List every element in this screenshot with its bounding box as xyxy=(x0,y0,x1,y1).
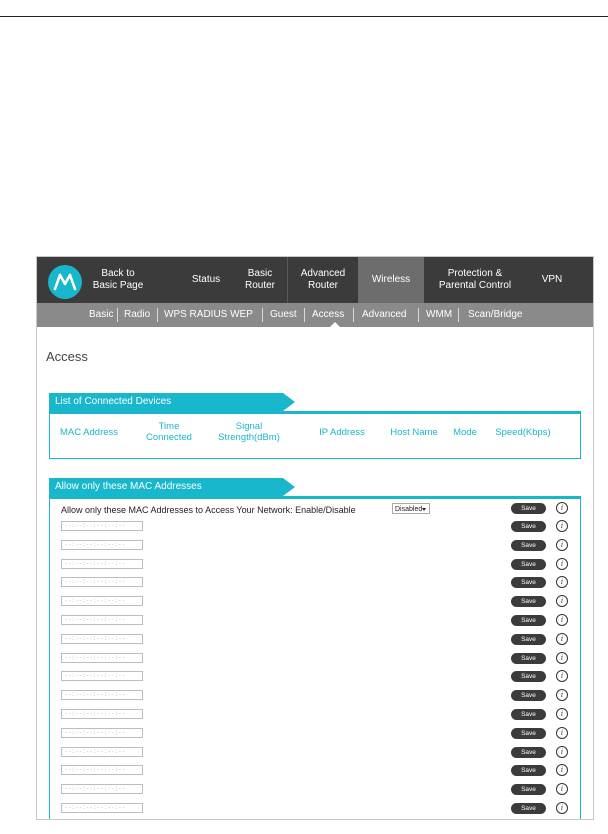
mac-address-input[interactable]: --:--:--:--:--:-- xyxy=(61,690,143,700)
mac-address-input[interactable]: --:--:--:--:--:-- xyxy=(61,521,143,531)
save-button[interactable]: Save xyxy=(511,803,546,814)
nav-status[interactable]: Status xyxy=(191,274,221,285)
mac-address-input[interactable]: --:--:--:--:--:-- xyxy=(61,615,143,625)
info-icon[interactable]: i xyxy=(556,708,568,720)
subnav-divider xyxy=(304,308,305,322)
mac-address-input[interactable]: --:--:--:--:--:-- xyxy=(61,634,143,644)
mac-address-input[interactable]: --:--:--:--:--:-- xyxy=(61,596,143,606)
save-button[interactable]: Save xyxy=(511,765,546,776)
column-header: Mode xyxy=(453,427,477,438)
subnav-divider xyxy=(353,308,354,322)
save-button[interactable]: Save xyxy=(511,521,546,532)
mac-address-input[interactable]: --:--:--:--:--:-- xyxy=(61,747,143,757)
info-icon[interactable]: i xyxy=(556,539,568,551)
router-admin-frame xyxy=(36,256,594,820)
subnav-divider xyxy=(117,308,118,322)
subnav-advanced[interactable]: Advanced xyxy=(362,309,407,320)
save-button[interactable]: Save xyxy=(511,747,546,758)
save-button[interactable]: Save xyxy=(511,709,546,720)
allow-mac-header: Allow only these MAC Addresses xyxy=(49,478,283,496)
info-icon[interactable]: i xyxy=(556,783,568,795)
mac-address-input[interactable]: --:--:--:--:--:-- xyxy=(61,765,143,775)
nav-back-to-basic[interactable]: Back to Basic Page xyxy=(92,268,144,291)
connected-devices-header: List of Connected Devices xyxy=(49,393,283,411)
column-header: Signal Strength(dBm) xyxy=(218,421,280,443)
mac-address-input[interactable]: --:--:--:--:--:-- xyxy=(61,728,143,738)
info-icon[interactable]: i xyxy=(556,558,568,570)
connected-devices-table xyxy=(49,411,581,459)
save-button[interactable]: Save xyxy=(511,728,546,739)
mac-address-input[interactable]: --:--:--:--:--:-- xyxy=(61,577,143,587)
save-button[interactable]: Save xyxy=(511,615,546,626)
chevron-down-icon xyxy=(422,508,426,511)
main-nav xyxy=(37,257,593,303)
column-header: Speed(Kbps) xyxy=(495,427,551,438)
save-button[interactable]: Save xyxy=(511,671,546,682)
info-icon[interactable]: i xyxy=(556,576,568,588)
allow-mac-enable-label: Allow only these MAC Addresses to Access Your Network: Enable/Disable xyxy=(61,505,356,515)
subnav-guest[interactable]: Guest xyxy=(270,309,297,320)
info-icon[interactable]: i xyxy=(556,633,568,645)
info-icon[interactable]: i xyxy=(556,502,568,514)
allow-mac-enable-select[interactable] xyxy=(392,503,430,514)
info-icon[interactable]: i xyxy=(556,764,568,776)
save-button[interactable]: Save xyxy=(511,653,546,664)
column-header: MAC Address xyxy=(59,427,119,438)
subnav-scan-bridge[interactable]: Scan/Bridge xyxy=(468,309,523,320)
motorola-logo-icon[interactable] xyxy=(48,265,82,299)
info-icon[interactable]: i xyxy=(556,727,568,739)
column-header: Time Connected xyxy=(146,421,192,443)
mac-address-input[interactable]: --:--:--:--:--:-- xyxy=(61,540,143,550)
info-icon[interactable]: i xyxy=(556,614,568,626)
nav-divider xyxy=(287,257,288,303)
sub-nav xyxy=(37,303,593,327)
subnav-access[interactable]: Access xyxy=(312,309,345,320)
mac-address-input[interactable]: --:--:--:--:--:-- xyxy=(61,653,143,663)
mac-address-input[interactable]: --:--:--:--:--:-- xyxy=(61,671,143,681)
save-button[interactable]: Save xyxy=(511,690,546,701)
nav-wireless[interactable]: Wireless xyxy=(358,257,424,303)
subnav-divider xyxy=(262,308,263,322)
save-button[interactable]: Save xyxy=(511,540,546,551)
mac-address-input[interactable]: --:--:--:--:--:-- xyxy=(61,709,143,719)
save-button[interactable]: Save xyxy=(511,596,546,607)
active-tab-indicator xyxy=(330,322,340,327)
nav-vpn[interactable]: VPN xyxy=(541,274,563,285)
nav-advanced-router[interactable]: Advanced Router xyxy=(300,268,346,291)
subnav-wmm[interactable]: WMM xyxy=(426,309,453,320)
subnav-radio[interactable]: Radio xyxy=(124,309,151,320)
column-header: IP Address xyxy=(319,427,365,438)
subnav-wps-radius-wep[interactable]: WPS RADIUS WEP xyxy=(164,309,253,320)
subnav-divider xyxy=(458,308,459,322)
column-header: Host Name xyxy=(390,427,438,438)
info-icon[interactable]: i xyxy=(556,670,568,682)
save-button[interactable]: Save xyxy=(511,784,546,795)
info-icon[interactable]: i xyxy=(556,652,568,664)
mac-address-input[interactable]: --:--:--:--:--:-- xyxy=(61,784,143,794)
info-icon[interactable]: i xyxy=(556,520,568,532)
info-icon[interactable]: i xyxy=(556,689,568,701)
save-button[interactable]: Save xyxy=(511,559,546,570)
page-top-rule xyxy=(0,16,608,17)
info-icon[interactable]: i xyxy=(556,802,568,814)
select-value: Disabled xyxy=(395,506,423,513)
save-button[interactable]: Save xyxy=(511,577,546,588)
nav-protection-parental-control[interactable]: Protection & Parental Control xyxy=(438,268,512,291)
info-icon[interactable]: i xyxy=(556,595,568,607)
subnav-divider xyxy=(157,308,158,322)
subnav-basic[interactable]: Basic xyxy=(89,309,114,320)
info-icon[interactable]: i xyxy=(556,746,568,758)
save-button[interactable]: Save xyxy=(511,503,546,514)
nav-basic-router[interactable]: Basic Router xyxy=(244,268,275,291)
page-title: Access xyxy=(46,349,88,364)
save-button[interactable]: Save xyxy=(511,634,546,645)
mac-address-input[interactable]: --:--:--:--:--:-- xyxy=(61,559,143,569)
subnav-divider xyxy=(418,308,419,322)
mac-address-input[interactable]: --:--:--:--:--:-- xyxy=(61,803,143,813)
